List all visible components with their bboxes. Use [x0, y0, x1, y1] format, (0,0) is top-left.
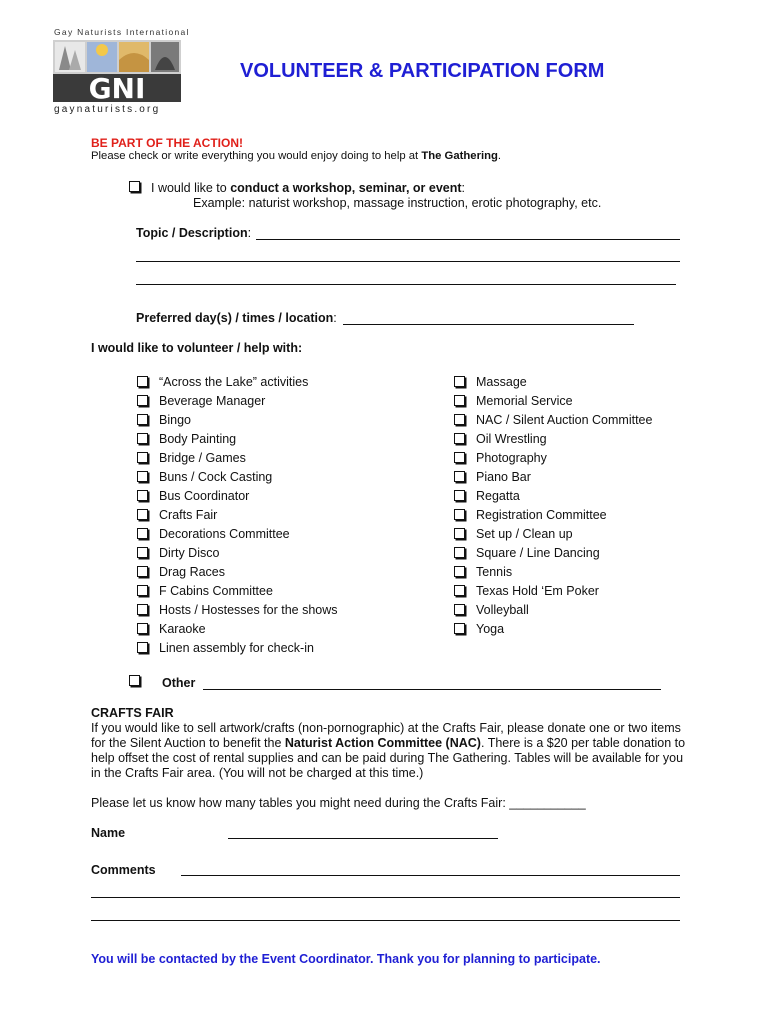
crafts-p2: . There is a $20 per table donation to help offset the cost of rental supplies and can be paid during The Gathering. Tables will be available for you in the Crafts Fair area. (You will not be charged at this time.): [91, 736, 686, 780]
volunteer-option-label: Piano Bar: [476, 470, 531, 484]
tables-question: Please let us know how many tables you might need during the Crafts Fair:: [91, 796, 506, 810]
volunteer-checkbox[interactable]: [454, 414, 465, 425]
logo-website: gaynaturists.org: [54, 104, 161, 115]
volunteer-checkbox[interactable]: [454, 566, 465, 577]
volunteer-option-label: Massage: [476, 375, 527, 389]
volunteer-option-label: Photography: [476, 451, 547, 465]
tables-blank[interactable]: ___________: [509, 796, 586, 810]
volunteer-checkbox[interactable]: [454, 395, 465, 406]
volunteer-checkbox[interactable]: [454, 471, 465, 482]
tables-question-wrap: [91, 796, 586, 810]
name-label: Name: [91, 826, 126, 840]
topic-input-line-2[interactable]: [136, 261, 680, 262]
volunteer-checkbox[interactable]: [454, 452, 465, 463]
volunteer-checkbox[interactable]: [454, 585, 465, 596]
volunteer-checkbox[interactable]: [137, 376, 148, 387]
volunteer-option-label: Regatta: [476, 489, 520, 503]
volunteer-checkbox[interactable]: [137, 452, 148, 463]
crafts-heading: CRAFTS FAIR: [91, 706, 174, 720]
topic-label: Topic / Description: [136, 226, 248, 240]
volunteer-option-label: Decorations Committee: [159, 527, 290, 541]
volunteer-checkbox[interactable]: [454, 547, 465, 558]
volunteer-option-label: “Across the Lake” activities: [159, 375, 309, 389]
workshop-example: Example: naturist workshop, massage instruction, erotic photography, etc.: [193, 196, 602, 210]
volunteer-option-label: Buns / Cock Casting: [159, 470, 273, 484]
comments-input-line-3[interactable]: [91, 920, 680, 921]
volunteer-option-label: Dirty Disco: [159, 546, 220, 560]
preferred-label-wrap: [136, 311, 337, 325]
preferred-label: Preferred day(s) / times / location: [136, 311, 334, 325]
workshop-suffix: :: [461, 181, 466, 195]
preferred-input-line[interactable]: [343, 324, 634, 325]
comments-label: Comments: [91, 863, 156, 877]
topic-input-line-1[interactable]: [256, 239, 680, 240]
volunteer-checkbox[interactable]: [137, 585, 148, 596]
volunteer-option-label: Texas Hold ‘Em Poker: [476, 584, 599, 598]
volunteer-checkbox[interactable]: [454, 509, 465, 520]
volunteer-checkbox[interactable]: [137, 433, 148, 444]
intro-text: [91, 150, 501, 162]
volunteer-checkbox[interactable]: [137, 471, 148, 482]
intro-suffix: .: [497, 150, 502, 162]
volunteer-checkbox[interactable]: [454, 623, 465, 634]
crafts-p1: If you would like to sell artwork/crafts (non-pornographic) at the Crafts Fair, please donate one or two items for the Silent Auction to benefit the: [91, 721, 681, 750]
topic-colon: :: [247, 226, 252, 240]
volunteer-option-label: Registration Committee: [476, 508, 607, 522]
topic-input-line-3[interactable]: [136, 284, 676, 285]
volunteer-checkbox[interactable]: [137, 566, 148, 577]
crafts-bold: Naturist Action Committee (NAC): [284, 736, 481, 750]
other-input-line[interactable]: [203, 689, 661, 690]
volunteer-option-label: Bridge / Games: [159, 451, 246, 465]
volunteer-checkbox[interactable]: [454, 604, 465, 615]
volunteer-option-label: Drag Races: [159, 565, 225, 579]
volunteer-option-label: Square / Line Dancing: [476, 546, 600, 560]
volunteer-option-label: Yoga: [476, 622, 505, 636]
logo-org-name: Gay Naturists International: [54, 27, 190, 37]
volunteer-checkbox[interactable]: [137, 528, 148, 539]
section-heading-action: BE PART OF THE ACTION!: [91, 136, 243, 150]
volunteer-checkbox[interactable]: [137, 509, 148, 520]
name-input-line[interactable]: [228, 838, 498, 839]
volunteer-checkbox[interactable]: [454, 376, 465, 387]
volunteer-checkbox[interactable]: [137, 490, 148, 501]
volunteer-option-label: Crafts Fair: [159, 508, 218, 522]
workshop-prefix: I would like to: [151, 181, 231, 195]
volunteer-option-label: Bus Coordinator: [159, 489, 250, 503]
volunteer-option-label: Beverage Manager: [159, 394, 266, 408]
other-label: Other: [162, 676, 196, 690]
volunteer-option-label: Karaoke: [159, 622, 206, 636]
volunteer-option-label: Tennis: [476, 565, 513, 579]
topic-label-wrap: [136, 226, 251, 240]
comments-input-line-1[interactable]: [181, 875, 680, 876]
volunteer-heading: I would like to volunteer / help with:: [91, 341, 303, 355]
volunteer-option-label: Hosts / Hostesses for the shows: [159, 603, 338, 617]
volunteer-option-label: Memorial Service: [476, 394, 573, 408]
gni-logo: [53, 40, 181, 102]
volunteer-option-label: Bingo: [159, 413, 191, 427]
volunteer-checkbox[interactable]: [137, 547, 148, 558]
workshop-text: [151, 181, 465, 195]
volunteer-checkbox[interactable]: [137, 395, 148, 406]
logo-abbr: GNI: [88, 72, 146, 102]
page-title: VOLUNTEER & PARTICIPATION FORM: [240, 60, 605, 82]
volunteer-checkbox[interactable]: [454, 433, 465, 444]
volunteer-option-label: F Cabins Committee: [159, 584, 273, 598]
footer-note: You will be contacted by the Event Coordinator. Thank you for planning to participate.: [91, 952, 601, 966]
volunteer-checkbox[interactable]: [137, 642, 148, 653]
intro-prefix: Please check or write everything you would enjoy doing to help at: [91, 150, 422, 162]
volunteer-option-label: Body Painting: [159, 432, 237, 446]
workshop-bold: conduct a workshop, seminar, or event: [230, 181, 462, 195]
volunteer-checkbox[interactable]: [454, 490, 465, 501]
intro-bold: The Gathering: [421, 150, 498, 162]
volunteer-checkbox[interactable]: [137, 623, 148, 634]
other-checkbox[interactable]: [129, 675, 140, 686]
volunteer-option-label: NAC / Silent Auction Committee: [476, 413, 653, 427]
crafts-paragraph: [91, 721, 691, 781]
volunteer-option-label: Set up / Clean up: [476, 527, 573, 541]
volunteer-option-label: Linen assembly for check-in: [159, 641, 314, 655]
workshop-checkbox[interactable]: [129, 181, 140, 192]
preferred-colon: :: [333, 311, 337, 325]
comments-input-line-2[interactable]: [91, 897, 680, 898]
volunteer-checkbox[interactable]: [454, 528, 465, 539]
volunteer-option-label: Oil Wrestling: [476, 432, 547, 446]
volunteer-checkbox[interactable]: [137, 414, 148, 425]
volunteer-checkbox[interactable]: [137, 604, 148, 615]
volunteer-option-label: Volleyball: [476, 603, 529, 617]
